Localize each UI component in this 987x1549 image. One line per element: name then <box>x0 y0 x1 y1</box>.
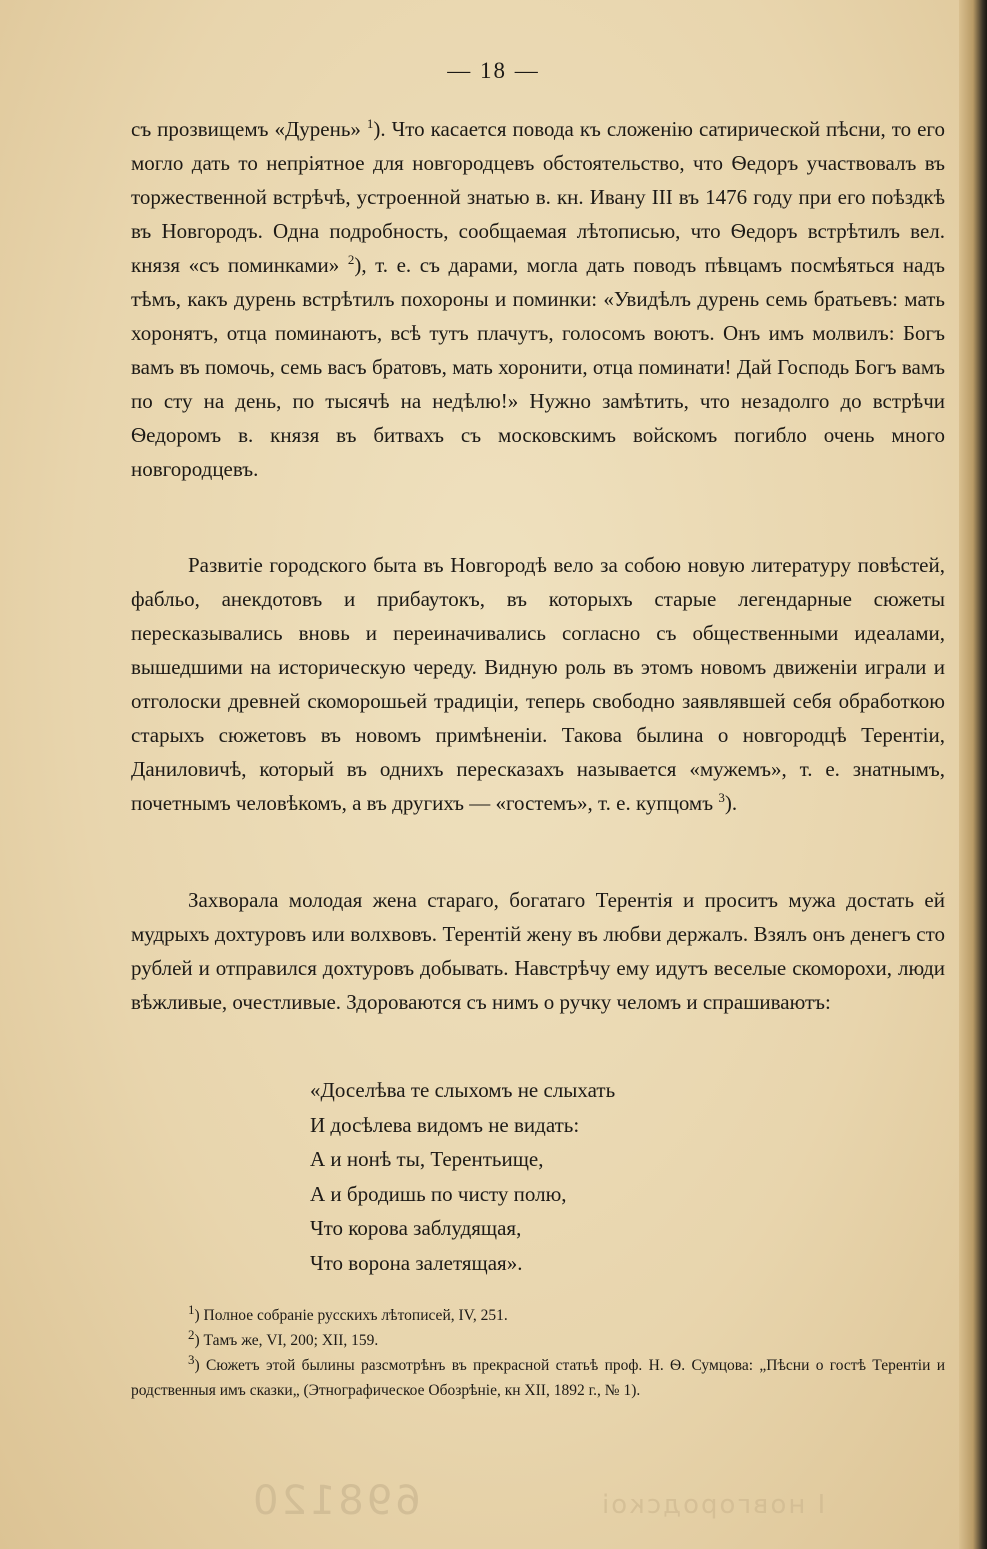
footnote-3-text: ) Сюжетъ этой былины разсмотрѣнъ въ прекрасной статьѣ проф. Н. Ѳ. Сумцова: „Пѣсни о гостѣ Терентіи и родственныя имъ сказки„ (Этнографическое Обозрѣніе, кн XII, 1892 г., № 1). <box>131 1357 945 1399</box>
verse-line: И досѣлева видомъ не видать: <box>310 1112 580 1137</box>
footnote-2-mark: 2 <box>188 1326 195 1342</box>
paragraph-3 <box>131 883 945 1019</box>
footnote-1 <box>131 1303 945 1328</box>
verse-line: «Доселѣва те слыхомъ не слыхать <box>310 1078 616 1102</box>
footnote-1-mark: 1 <box>188 1301 195 1317</box>
paragraph-2-text-a: Развитіе городского быта въ Новгородѣ вело за собою новую литературу повѣстей, фабльо, анекдотовъ и прибаутокъ, въ которыхъ старые легендарные сюжеты пересказывались вновь и переиначивались согласно съ общественными идеалами, вышедшими на историческую череду. Видную роль въ этомъ новомъ движеніи играли и отголоски древней скоморошьей традиціи, теперь свободно заявлявшей себя обработкою старыхъ сюжетовъ въ новомъ примѣненіи. Такова былина о новгородцѣ Терентіи, Даниловичѣ, который въ однихъ пересказахъ называется «мужемъ», т. е. знатнымъ, почетнымъ человѣкомъ, а въ другихъ — «гостемъ», т. е. купцомъ <box>131 553 945 815</box>
paragraph-1-text-b: ). Что касается повода къ сложенію сатирической пѣсни, то его могло дать то непріятное для новгородцевъ обстоятельство, что Ѳедоръ участвовалъ въ торжественной встрѣчѣ, устроенной знатью в. кн. Ивану III въ 1476 году при его поѣздкѣ въ Новгородъ. Одна подробность, сообщаемая лѣтописью, что Ѳедоръ встрѣтилъ вел. князя «съ поминками» <box>131 117 945 277</box>
paragraph-1-text-c: ), т. е. съ дарами, могла дать поводъ пѣвцамъ посмѣяться надъ тѣмъ, какъ дурень встрѣтилъ похороны и поминки: «Увидѣлъ дурень семь братьевъ: мать хоронятъ, отца поминаютъ, всѣ тутъ плачутъ, голосомъ воютъ. Онъ имъ молвилъ: Богъ вамъ въ помочь, семь васъ братовъ, мать хоронити, отца поминати! Дай Господь Богъ вамъ по сту на день, по тысячѣ на недѣлю!» Нужно замѣтить, что незадолго до встрѣчи Ѳедоромъ в. князя въ битвахъ съ московскимъ войскомъ погибло очень много новгородцевъ. <box>131 253 946 481</box>
verse-line: А и нонѣ ты, Терентьище, <box>310 1147 544 1171</box>
footnote-ref-1: 1 <box>366 116 374 131</box>
verse-quote <box>310 1073 615 1280</box>
page-number: — 18 — <box>447 58 540 83</box>
paragraph-3-text: Захворала молодая жена стараго, богатаго Терентія и проситъ мужа достать ей мудрыхъ дохтуровъ или волхвовъ. Терентій жену въ любви держалъ. Взялъ онъ денегъ сто рублей и отправился дохтуровъ добывать. Навстрѣчу ему идутъ веселые скоморохи, люди вѣжливые, очестливые. Здороваются съ нимъ о ручку челомъ и спрашиваютъ: <box>131 888 945 1014</box>
footnote-2 <box>131 1328 945 1353</box>
footnotes <box>131 1303 945 1403</box>
library-stamp-bleedthrough: 698120 <box>250 1478 421 1524</box>
footnote-ref-2: 2 <box>347 252 355 267</box>
paragraph-1 <box>131 112 945 486</box>
paragraph-2-text-b: ). <box>724 791 738 815</box>
footnote-3 <box>131 1353 945 1403</box>
verse-line: А и бродишь по чисту полю, <box>310 1181 567 1206</box>
paragraph-2 <box>131 548 945 820</box>
footnote-ref-3: 3 <box>718 790 725 805</box>
verse-line: Что корова заблудящая, <box>310 1216 522 1240</box>
verse-line: Что ворона залетящая». <box>310 1250 523 1275</box>
footnote-3-mark: 3 <box>188 1351 195 1367</box>
footnote-2-text: ) Тамъ же, VI, 200; XII, 159. <box>194 1332 379 1349</box>
paragraph-1-text-a: съ прозвищемъ «Дурень» <box>131 117 367 141</box>
footnote-1-text: ) Полное собраніе русскихъ лѣтописей, IV, 251. <box>194 1307 508 1324</box>
page-edge-shadow <box>959 0 987 1549</box>
library-stamp-bleedthrough-right: І новгородскоі <box>600 1490 826 1520</box>
